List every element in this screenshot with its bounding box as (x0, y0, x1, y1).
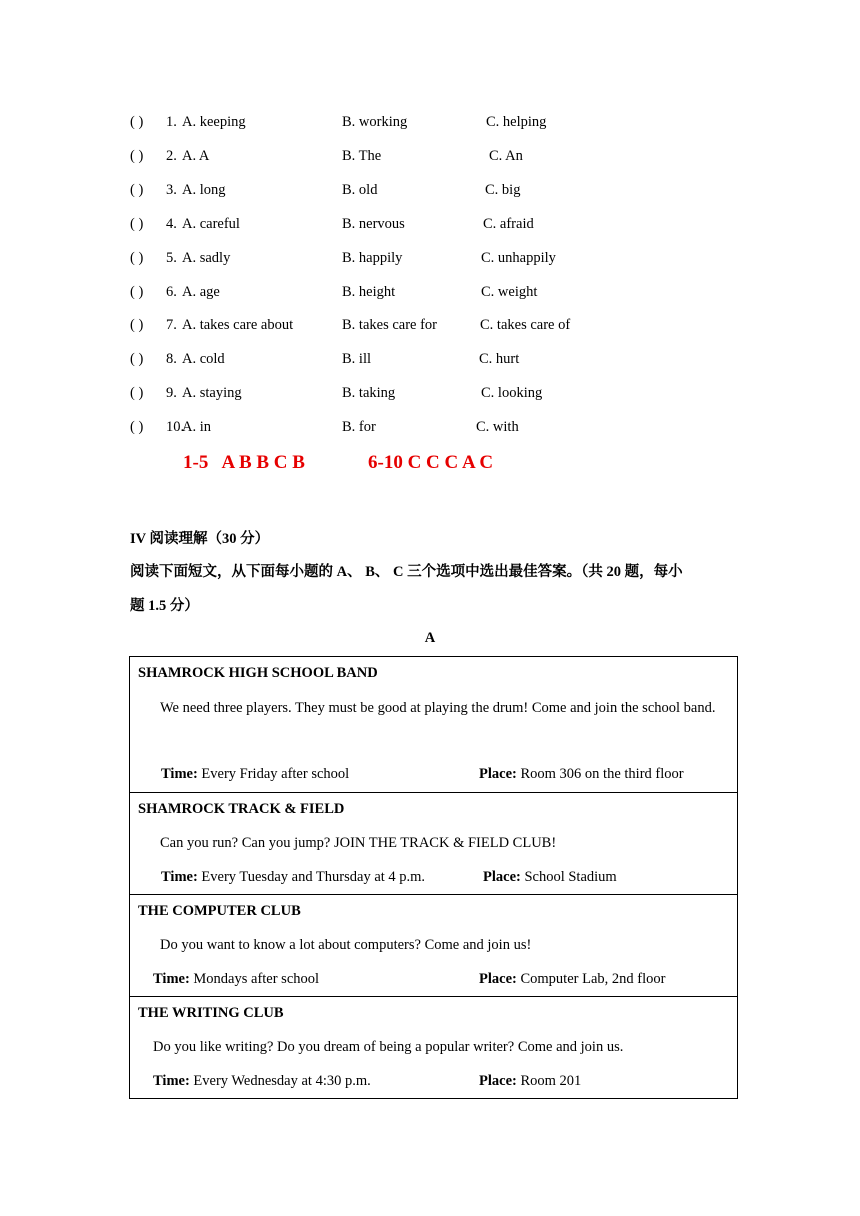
club-description: Do you want to know a lot about computers? Come and join us! (160, 937, 532, 953)
option-c: C. takes care of (480, 317, 571, 333)
answer-key-6-10: 6-10 C C C A C (368, 452, 494, 473)
table-row (130, 657, 738, 793)
time-label: Time: (161, 766, 198, 782)
option-b: B. ill (342, 351, 372, 367)
passage-label: A (424, 630, 436, 646)
question-number: 8. (166, 351, 177, 367)
option-c: C. big (485, 182, 521, 198)
option-a: A. sadly (182, 250, 231, 266)
option-a: A. careful (182, 216, 240, 232)
time-value: Every Tuesday and Thursday at 4 p.m. (197, 869, 426, 885)
answer-blank: ( ) (130, 148, 144, 164)
place-label: Place: (483, 869, 521, 885)
place-label: Place: (479, 766, 517, 782)
club-card (130, 657, 737, 792)
question-number: 10. (166, 419, 185, 435)
option-b: B. for (342, 419, 376, 435)
club-place (479, 766, 684, 783)
option-b: B. old (342, 182, 378, 198)
question-number: 2. (166, 148, 177, 164)
question-number: 9. (166, 385, 177, 401)
answer-blank: ( ) (130, 351, 144, 367)
question-number: 1. (166, 114, 177, 130)
club-title: SHAMROCK HIGH SCHOOL BAND (138, 665, 378, 681)
club-title: THE COMPUTER CLUB (138, 903, 301, 919)
club-description: We need three players. They must be good at playing the drum! Come and join the school band. (160, 700, 716, 716)
option-a: A. A (182, 148, 210, 164)
time-value: Every Wednesday at 4:30 p.m. (189, 1073, 371, 1089)
club-place (479, 971, 665, 988)
club-place (483, 869, 617, 886)
question-number: 7. (166, 317, 177, 333)
option-a: A. staying (182, 385, 242, 401)
place-value: Computer Lab, 2nd floor (516, 971, 666, 987)
table-row (130, 793, 738, 895)
club-card (130, 997, 737, 1098)
option-a: A. long (182, 182, 226, 198)
answer-blank: ( ) (130, 317, 144, 333)
option-c: C. looking (481, 385, 543, 401)
answer-blank: ( ) (130, 385, 144, 401)
club-time (161, 869, 425, 886)
time-label: Time: (153, 971, 190, 987)
question-number: 5. (166, 250, 177, 266)
club-title: THE WRITING CLUB (138, 1005, 284, 1021)
option-c: C. unhappily (481, 250, 556, 266)
place-value: School Stadium (520, 869, 617, 885)
section-instruction-cont: 题 1.5 分） (130, 598, 199, 614)
option-a: A. keeping (182, 114, 246, 130)
option-b: B. nervous (342, 216, 405, 232)
option-c: C. hurt (479, 351, 520, 367)
answer-blank: ( ) (130, 182, 144, 198)
answer-blank: ( ) (130, 114, 144, 130)
option-b: B. The (342, 148, 382, 164)
option-c: C. An (489, 148, 523, 164)
option-c: C. afraid (483, 216, 534, 232)
place-value: Room 306 on the third floor (516, 766, 684, 782)
time-value: Mondays after school (189, 971, 320, 987)
answer-blank: ( ) (130, 216, 144, 232)
question-number: 4. (166, 216, 177, 232)
table-row (130, 997, 738, 1099)
table-row (130, 895, 738, 997)
question-number: 6. (166, 284, 177, 300)
option-a: A. cold (182, 351, 225, 367)
option-b: B. happily (342, 250, 403, 266)
question-number: 3. (166, 182, 177, 198)
time-label: Time: (161, 869, 198, 885)
option-c: C. with (476, 419, 519, 435)
answer-blank: ( ) (130, 284, 144, 300)
option-b: B. takes care for (342, 317, 438, 333)
option-b: B. working (342, 114, 408, 130)
option-c: C. helping (486, 114, 547, 130)
option-c: C. weight (481, 284, 538, 300)
clubs-table (129, 656, 738, 1099)
answer-blank: ( ) (130, 419, 144, 435)
section-instruction: 阅读下面短文，从下面每小题的 A、 B、 C 三个选项中选出最佳答案。（共 20 题，每小 (130, 564, 683, 580)
club-description: Can you run? Can you jump? JOIN THE TRACK & FIELD CLUB! (160, 835, 557, 851)
club-title: SHAMROCK TRACK & FIELD (138, 801, 345, 817)
option-b: B. taking (342, 385, 396, 401)
option-a: A. age (182, 284, 220, 300)
club-time (161, 766, 349, 783)
option-a: A. takes care about (182, 317, 294, 333)
club-card (130, 895, 737, 996)
answer-key-1-5: 1-5 A B B C B (183, 452, 305, 473)
place-label: Place: (479, 1073, 517, 1089)
answer-blank: ( ) (130, 250, 144, 266)
club-place (479, 1073, 581, 1090)
place-value: Room 201 (516, 1073, 582, 1089)
option-a: A. in (182, 419, 211, 435)
club-description: Do you like writing? Do you dream of being a popular writer? Come and join us. (153, 1039, 624, 1055)
time-label: Time: (153, 1073, 190, 1089)
club-time (153, 971, 319, 988)
club-card (130, 793, 737, 894)
option-b: B. height (342, 284, 396, 300)
club-time (153, 1073, 371, 1090)
place-label: Place: (479, 971, 517, 987)
section-title: IV 阅读理解（30 分） (130, 531, 270, 547)
time-value: Every Friday after school (197, 766, 350, 782)
